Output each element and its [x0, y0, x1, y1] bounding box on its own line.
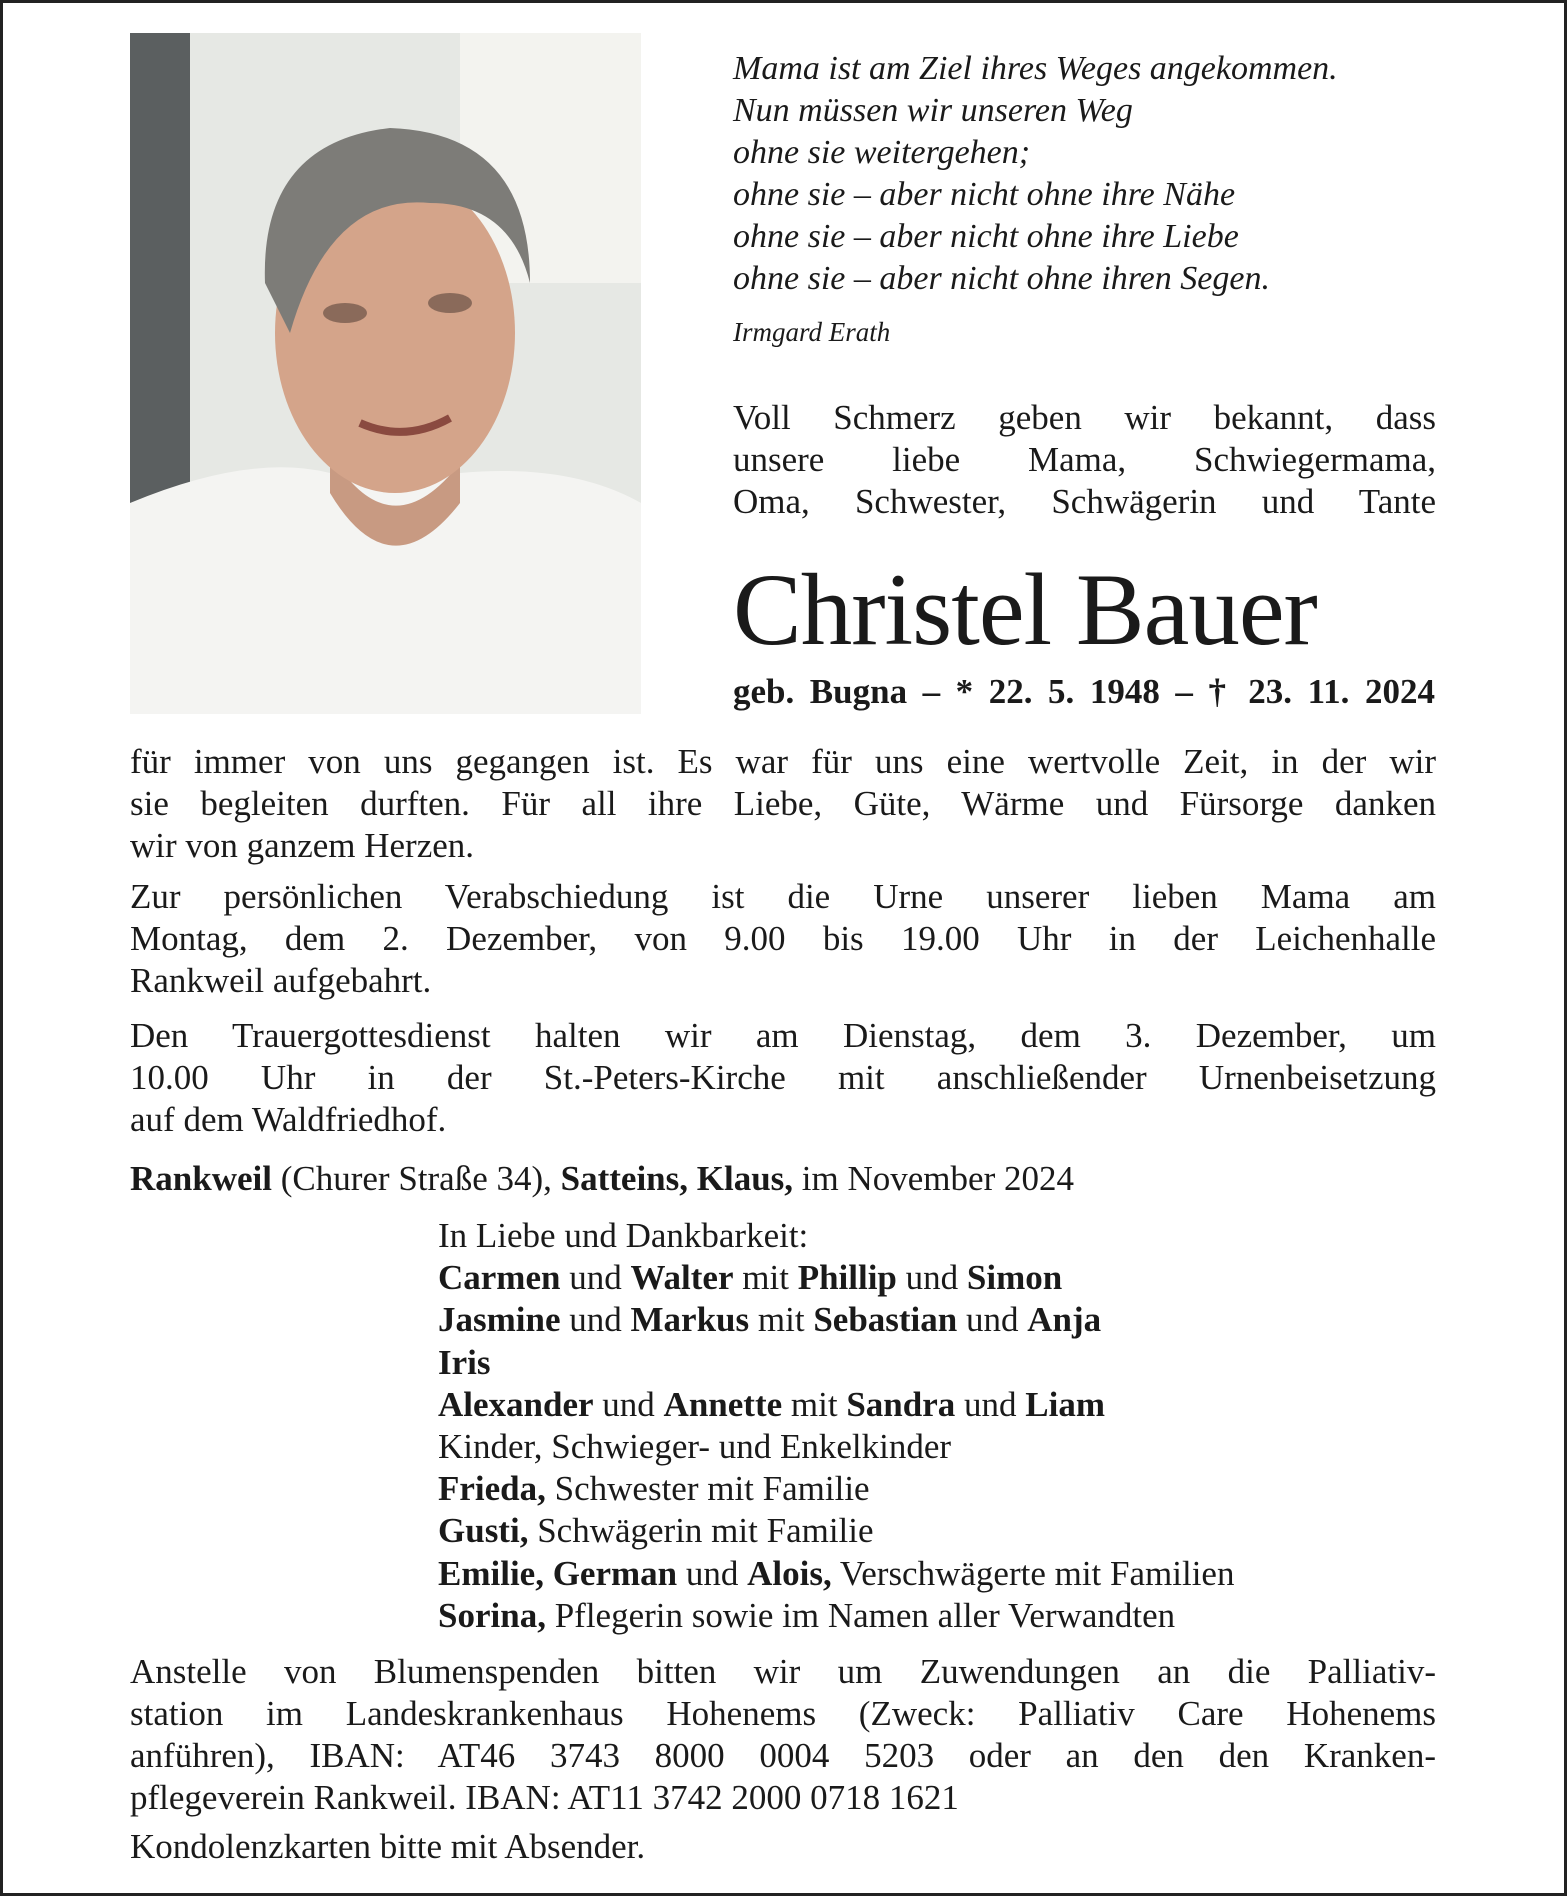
text-segment: In Liebe und Dankbarkeit: — [438, 1216, 809, 1255]
name-bold: Jasmine — [438, 1300, 561, 1340]
text-line — [438, 1468, 1234, 1510]
name-bold: Walter — [630, 1258, 734, 1298]
paragraph-farewell — [130, 741, 1436, 867]
name-bold: Anja — [1027, 1300, 1102, 1340]
paragraph-viewing — [130, 876, 1436, 1002]
text-segment: und — [896, 1258, 967, 1298]
text-segment: Pflegerin sowie im Namen aller Verwandten — [545, 1595, 1176, 1635]
name-bold: Carmen — [438, 1258, 561, 1298]
text-line: Rankweil aufgebahrt. — [130, 961, 432, 1000]
text-line: auf dem Waldfriedhof. — [130, 1100, 447, 1139]
text-segment: mit — [782, 1384, 847, 1424]
text-segment: (Churer Straße 34), — [271, 1159, 561, 1198]
name-bold: Emilie, German — [438, 1553, 678, 1593]
text-line: ohne sie – aber nicht ohne ihre Liebe — [733, 218, 1239, 255]
text-line: anführen), IBAN: AT46 3743 8000 0004 5203 oder an den den Kranken- — [130, 1736, 1436, 1775]
mourners-list — [438, 1215, 1234, 1637]
text-line: Voll Schmerz geben wir bekannt, dass — [733, 398, 1436, 437]
deceased-dates: geb. Bugna – * 22. 5. 1948 – † 23. 11. 2024 — [733, 672, 1435, 711]
text-segment: und — [677, 1553, 748, 1593]
name-bold: Frieda, — [438, 1469, 546, 1509]
name-bold: Markus — [630, 1300, 750, 1340]
text-line: unsere liebe Mama, Schwiegermama, — [733, 440, 1436, 479]
text-segment: mit — [733, 1258, 798, 1298]
name-bold: Annette — [663, 1384, 783, 1424]
name-bold: Satteins, Klaus, — [560, 1159, 794, 1198]
closing-note — [130, 1826, 1436, 1868]
text-segment: und — [560, 1300, 631, 1340]
text-line — [438, 1384, 1234, 1426]
text-segment: und — [955, 1384, 1026, 1424]
text-line: 10.00 Uhr in der St.-Peters-Kirche mit anschließender Urnenbeisetzung — [130, 1058, 1436, 1097]
text-segment: Schwester mit Familie — [545, 1469, 870, 1509]
portrait-photo — [130, 33, 641, 714]
deceased-name: Christel Bauer — [733, 553, 1317, 667]
text-line — [438, 1426, 1234, 1468]
name-bold: Sandra — [846, 1384, 956, 1424]
closing-text: Kondolenzkarten bitte mit Absender. — [130, 1827, 646, 1866]
name-bold: Sorina, — [438, 1595, 546, 1635]
paragraph-service — [130, 1015, 1436, 1141]
text-line: Montag, dem 2. Dezember, von 9.00 bis 19.00 Uhr in der Leichenhalle — [130, 919, 1436, 958]
text-line: pflegeverein Rankweil. IBAN: AT11 3742 2000 0718 1621 — [130, 1778, 959, 1817]
text-segment: und — [593, 1384, 664, 1424]
text-line: Zur persönlichen Verabschiedung ist die Urne unserer lieben Mama am — [130, 877, 1436, 916]
paragraph-donation — [130, 1651, 1436, 1819]
text-line: Mama ist am Ziel ihres Weges angekommen. — [733, 50, 1338, 87]
memorial-quote — [733, 48, 1453, 300]
text-line — [438, 1595, 1234, 1637]
text-line: Anstelle von Blumenspenden bitten wir um Zuwendungen an die Palliativ- — [130, 1652, 1436, 1691]
text-line: station im Landeskrankenhaus Hohenems (Zweck: Palliativ Care Hohenems — [130, 1694, 1436, 1733]
name-bold: Rankweil — [130, 1159, 272, 1198]
name-bold: Phillip — [797, 1258, 897, 1298]
text-segment: im November 2024 — [793, 1159, 1074, 1198]
text-line — [438, 1553, 1234, 1595]
place-date-line — [130, 1158, 1436, 1200]
text-line — [438, 1510, 1234, 1552]
name-bold: Liam — [1025, 1384, 1105, 1424]
text-line: wir von ganzem Herzen. — [130, 826, 475, 865]
name-bold: Sebastian — [813, 1300, 958, 1340]
text-line: ohne sie – aber nicht ohne ihren Segen. — [733, 260, 1270, 297]
text-line — [438, 1215, 1234, 1257]
text-line — [438, 1299, 1234, 1341]
text-line: sie begleiten durften. Für all ihre Liebe, Güte, Wärme und Fürsorge danken — [130, 784, 1436, 823]
text-line: für immer von uns gegangen ist. Es war für uns eine wertvolle Zeit, in der wir — [130, 742, 1436, 781]
text-segment: Schwägerin mit Familie — [528, 1511, 874, 1551]
text-segment: und — [560, 1258, 631, 1298]
text-line — [130, 1158, 1436, 1200]
text-line — [438, 1342, 1234, 1384]
text-segment: mit — [749, 1300, 814, 1340]
announcement-intro — [733, 397, 1436, 523]
name-bold: Alois, — [747, 1553, 832, 1593]
text-segment: Verschwägerte mit Familien — [831, 1553, 1235, 1593]
text-segment: und — [957, 1300, 1028, 1340]
name-bold: Alexander — [438, 1384, 594, 1424]
name-bold: Iris — [438, 1342, 491, 1382]
text-line — [438, 1257, 1234, 1299]
name-bold: Simon — [966, 1258, 1063, 1298]
text-line: Den Trauergottesdienst halten wir am Dienstag, dem 3. Dezember, um — [130, 1016, 1436, 1055]
text-line: ohne sie weitergehen; — [733, 134, 1031, 171]
text-line: ohne sie – aber nicht ohne ihre Nähe — [733, 176, 1236, 213]
text-segment: Kinder, Schwieger- und Enkelkinder — [438, 1426, 952, 1466]
name-bold: Gusti, — [438, 1511, 529, 1551]
quote-author: Irmgard Erath — [733, 317, 891, 347]
text-line: Nun müssen wir unseren Weg — [733, 92, 1133, 129]
text-line: Oma, Schwester, Schwägerin und Tante — [733, 482, 1436, 521]
